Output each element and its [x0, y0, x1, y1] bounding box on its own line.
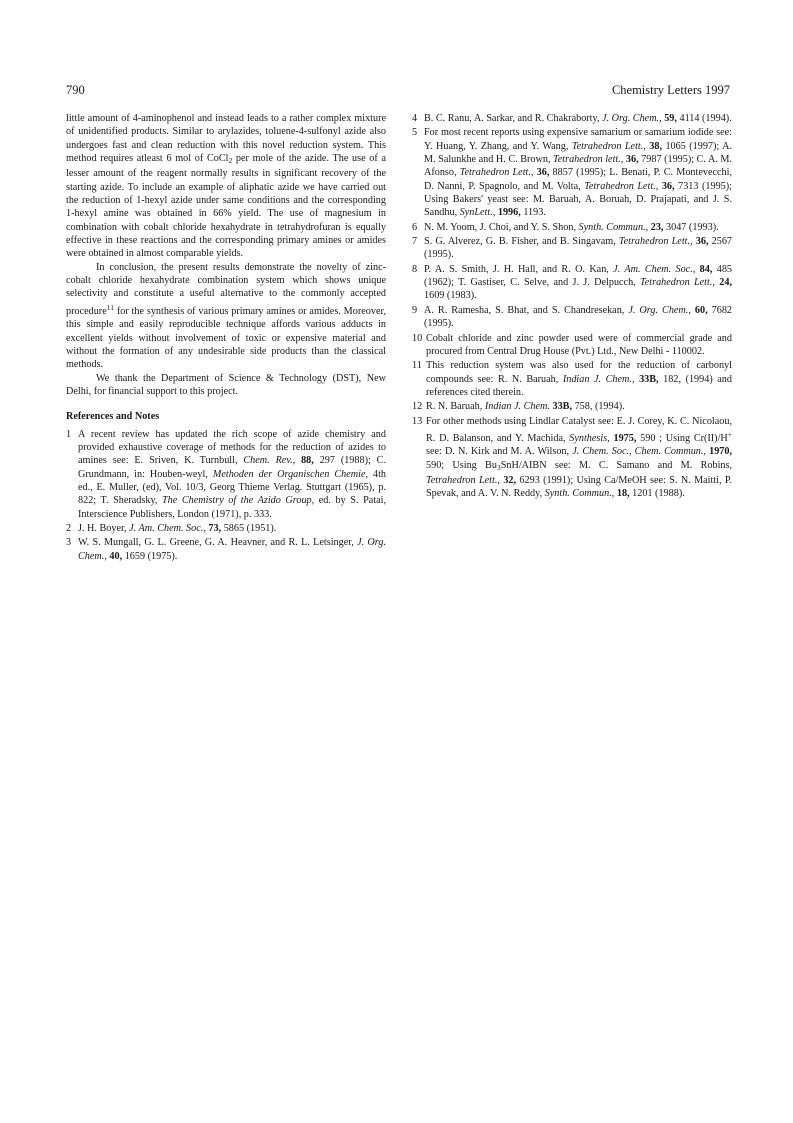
reference-item [412, 235, 732, 262]
reference-number: 9 [412, 304, 418, 316]
reference-text: For most recent reports using expensive samarium or samarium iodide see: Y. Huang, Y. Zhang, and Y. Wang, Tetrahedron Lett., 38, 1065 (1997); A. M. Salunkhe and H. C. Brown, Tetrahedron lett., 36, 7987 (1995); C. A. M. Afonso, Tetrahedron Lett., 36, 8857 (1995); L. Benati, P. C. Montevecchi, D. Nanni, P. Spagnolo, and M. Volta, Tetrahedron Lett., 36, 7313 (1995); Using Bakers' yeast see: M. Baruah, A. Boruah, D. Prajapati, and J. S. Sandhu, SynLett., 1996, 1193. [424, 127, 732, 219]
acknowledgement: We thank the Department of Science & Technology (DST), New Delhi, for financial support to this project. [66, 372, 386, 397]
reference-text: J. H. Boyer, J. Am. Chem. Soc., 73, 5865 (1951). [78, 522, 277, 534]
reference-item [412, 221, 732, 234]
references-heading: References and Notes [66, 411, 160, 423]
reference-text: B. C. Ranu, A. Sarkar, and R. Chakraborty, J. Org. Chem., 59, 4114 (1994). [424, 113, 732, 124]
reference-item [412, 126, 732, 219]
text-run: little amount of 4-aminophenol and instead leads to a rather complex mixture of unidentified products. Similar to arylazides, toluene-4-sulfonyl azide also undergoes fast and clean reduction with this novel reduction system. This method requires atleast 6 mol of CoCl [66, 113, 386, 165]
reference-text: Cobalt chloride and zinc powder used were of commercial grade and procured from Central Drug House (Pvt.) Ltd., New Delhi - 110002. [426, 332, 732, 357]
reference-item [412, 263, 732, 303]
reference-text: This reduction system was also used for the reduction of carbonyl compounds see: R. N. Baruah, Indian J. Chem., 33B, 182, (1994) and references cited therein. [426, 360, 732, 398]
reference-item [412, 332, 732, 359]
body-paragraph [66, 112, 386, 261]
reference-item [66, 522, 386, 535]
reference-number: 11 [412, 360, 422, 372]
reference-text: For other methods using Lindlar Catalyst see: E. J. Corey, K. C. Nicolaou, R. D. Balanson, and Y. Machida, Synthesis, 1975, 590 ; Using Cr(II)/H+ see: D. N. Kirk and M. A. Wilson, J. Chem. Soc., Chem. Commun., 1970, 590; Using Bu3SnH/AIBN see: M. C. Samano and M. Robins, Tetrahedron Lett., 32, 6293 (1991); Using Ca/MeOH see: S. N. Maitti, P. Spevak, and A. V. N. Reddy, Synth. Commun., 18, 1201 (1988). [426, 415, 733, 500]
reference-item [66, 536, 386, 563]
reference-item [412, 359, 732, 399]
reference-text: W. S. Mungall, G. L. Greene, G. A. Heavner, and R. L. Letsinger, J. Org. Chem., 40, 1659 (1975). [78, 537, 386, 562]
reference-text: S. G. Alverez, G. B. Fisher, and B. Singavam, Tetrahedron Lett., 36, 2567 (1995). [424, 236, 733, 261]
reference-number: 12 [412, 401, 423, 413]
reference-item [412, 415, 732, 501]
reference-number: 1 [66, 428, 72, 440]
text-run: In conclusion, the present results demonstrate the novelty of zinc-cobalt chloride hexahydrate combination system which shows unique selectivity and constitute a useful alternative to the commonly accepted procedure [66, 261, 386, 317]
reference-number: 13 [412, 415, 423, 427]
reference-number: 6 [412, 221, 418, 233]
page-header [66, 82, 730, 98]
reference-item [412, 112, 732, 125]
reference-number: 3 [66, 537, 72, 549]
reference-number: 4 [412, 113, 418, 124]
journal-name: Chemistry Letters 1997 [611, 83, 730, 97]
text-run: for the synthesis of various primary amines or amides. Moreover, this simple and easily reproducible technique affords various adducts in excellent yields without involvement of toxic or expensive material and without the formation of any undesirable side products than the classical methods. [66, 305, 386, 371]
reference-text: N. M. Yoom, J. Choi, and Y. S. Shon, Synth. Commun., 23, 3047 (1993). [424, 221, 719, 233]
reference-item [66, 428, 386, 521]
reference-number: 10 [412, 332, 423, 344]
reference-text: R. N. Baruah, Indian J. Chem. 33B, 758, (1994). [426, 401, 625, 413]
reference-text: A. R. Ramesha, S. Bhat, and S. Chandresekan, J. Org. Chem., 60, 7682 (1995). [424, 304, 733, 330]
reference-number: 5 [412, 127, 418, 139]
text-run: per mole of the azide. The use of a lesser amount of the reagent normally results in significant recovery of the starting azide. To include an example of aliphatic azide we have carried out the reduction of 1-hexyl azide under same conditions and the corresponding 1-hexyl amine was obtained in 66% yield. The use of magnesium in combination with cobalt chloride hexahydrate in tetrahydrofuran is equally effective in these reactions and the corresponding primary amines or amides were obtained in almost comparable yields. [66, 153, 386, 260]
citation-superscript: 11 [106, 302, 114, 312]
reference-text: A recent review has updated the rich scope of azide chemistry and provided exhaustive coverage of methods for the reduction of azides to amines see: E. Sriven, K. Turnbull, Chem. Rev., 88, 297 (1988); C. Grundmann, in: Houben-weyl, Methoden der Organischen Chemie, 4th ed., E. Muller, (ed), Vol. 10/3, Georg Thieme Verlag. Stuttgart (1965), p. 822; T. Sheradsky, The Chemistry of the Azido Group, ed. by S. Patai, Interscience Publishers, London (1971), p. 333. [78, 428, 387, 520]
reference-number: 7 [412, 236, 418, 248]
reference-number: 2 [66, 522, 72, 534]
reference-number: 8 [412, 263, 418, 275]
right-column [412, 112, 732, 502]
page-number: 790 [66, 83, 85, 97]
reference-list-left [66, 428, 386, 563]
left-column [66, 112, 386, 564]
reference-list-right [412, 112, 732, 501]
body-paragraph [66, 261, 386, 372]
reference-text: P. A. S. Smith, J. H. Hall, and R. O. Kan, J. Am. Chem. Soc., 84, 485 (1962); T. Gastiser, C. Selve, and J. J. Delpucch, Tetrahedron Lett., 24, 1609 (1983). [424, 263, 733, 302]
subscript: 2 [228, 156, 233, 166]
reference-item [412, 400, 732, 413]
reference-item [412, 304, 732, 331]
